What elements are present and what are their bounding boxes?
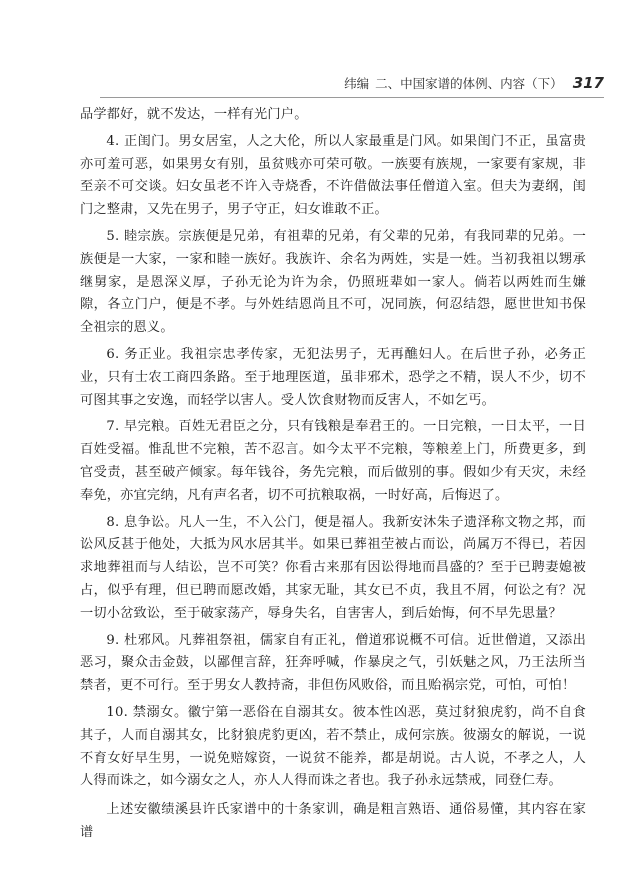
paragraph-item-7: 7. 早完粮。百姓无君臣之分，只有钱粮是奉君王的。一日完粮，一日太平，一日百姓受福。惟乱世不完粮，苦不忍言。如今太平不完粮，等粮差上门，所费更多，到官受责，甚至破产倾家。每年钱谷，务先完粮，而后做别的事。假如少有天灾，未经奉免，亦宜完纳，凡有声名者，切不可抗粮取祸，一时好高，后悔迟了。 [80,419,586,503]
paragraph-item-10: 10. 禁溺女。徽宁第一恶俗在自溺其女。彼本性凶恶，莫过豺狼虎豹，尚不自食其子，人而自溺其女，比豺狼虎豹更凶，若不禁止，成何宗族。彼溺女的解说，一说不育女好早生男，一说免赔嫁资，一说贫不能养，都是胡说。古人说，不孝之人，人人得而诛之，如今溺女之人，亦人人得而诛之者也。我子孙永远禁戒，同登仁寿。 [80,704,586,789]
header-section: 纬编 [344,76,370,91]
paragraph-item-9: 9. 杜邪风。凡葬祖祭祖，儒家自有正礼，僧道邪说概不可信。近世僧道，又添出恶习，聚众击金鼓，以鄙俚言辞，狂奔呼喊，作暴戾之气，引妖魅之风，乃王法所当禁者，更不可行。至于男女人教持斋，非但伤风败俗，而且贻祸宗党，可怕，可怕！ [80,632,586,694]
page-body [80,104,586,845]
paragraph-item-6: 6. 务正业。我祖宗忠孝传家，无犯法男子，无再醮妇人。在后世子孙，必务正业，只有士农工商四条路。至于地理医道，虽非邪术，恐学之不精，误人不少，切不可图其事之安逸，而轻学以害人。受人饮食财物而反害人，不如乞丐。 [80,346,586,408]
paragraph-item-8: 8. 息争讼。凡人一生，不入公门，便是福人。我新安沐朱子遗泽称文物之邦，而讼风反甚于他处，大抵为风水居其半。如果已葬祖茔被占而讼，尚属万不得已，若因求地葬祖而与人结讼，岂不可笑？你看古来那有因讼得地而昌盛的？至于已聘妻媳被占，似乎有理，但已聘而愿改婚，其家无耻，其女已不贞，我且不屑，何讼之有？况一切小岔致讼，至于破家荡产，辱身失名，自害害人，到后始悔，何不早先思量？ [80,514,586,621]
paragraph-item-4: 4. 正闺门。男女居室，人之大伦，所以人家最重是门风。如果闺门不正，虽富贵亦可羞可恶，如果男女有别，虽贫贱亦可荣可敬。一族要有族规，一家要有家规，非至亲不可交谈。妇女虽老不许入寺烧香，不许借做法事任僧道入室。但夫为妻纲，闺门之整肃，又先在男子，男子守正，妇女谁敢不正。 [80,133,586,218]
paragraph-summary: 上述安徽绩溪县许氏家谱中的十条家训，确是粗言熟语、通俗易懂，其内容在家谱 [80,802,586,840]
running-header [60,74,604,96]
paragraph-item-5: 5. 睦宗族。宗族便是兄弟，有祖辈的兄弟，有父辈的兄弟，有我同辈的兄弟。一族便是一大家，一家和睦一族好。我族许、余名为两姓，实是一姓。当初我祖以甥承继舅家，是恩深义厚，子孙无论为许为余，仍照班辈如一家人。倘若以两姓而生嫌隙，各立门户，便是不孝。与外姓结恩尚且不可，况同族，何忍结怨，愿世世知书保全祖宗的恩义。 [80,228,586,336]
header-chapter-title: 二、中国家谱的体例、内容（下） [375,76,563,91]
paragraph-continued: 品学都好，就不发达，一样有光门户。 [80,107,308,122]
page-number: 317 [572,74,604,92]
header-rule [100,97,604,98]
